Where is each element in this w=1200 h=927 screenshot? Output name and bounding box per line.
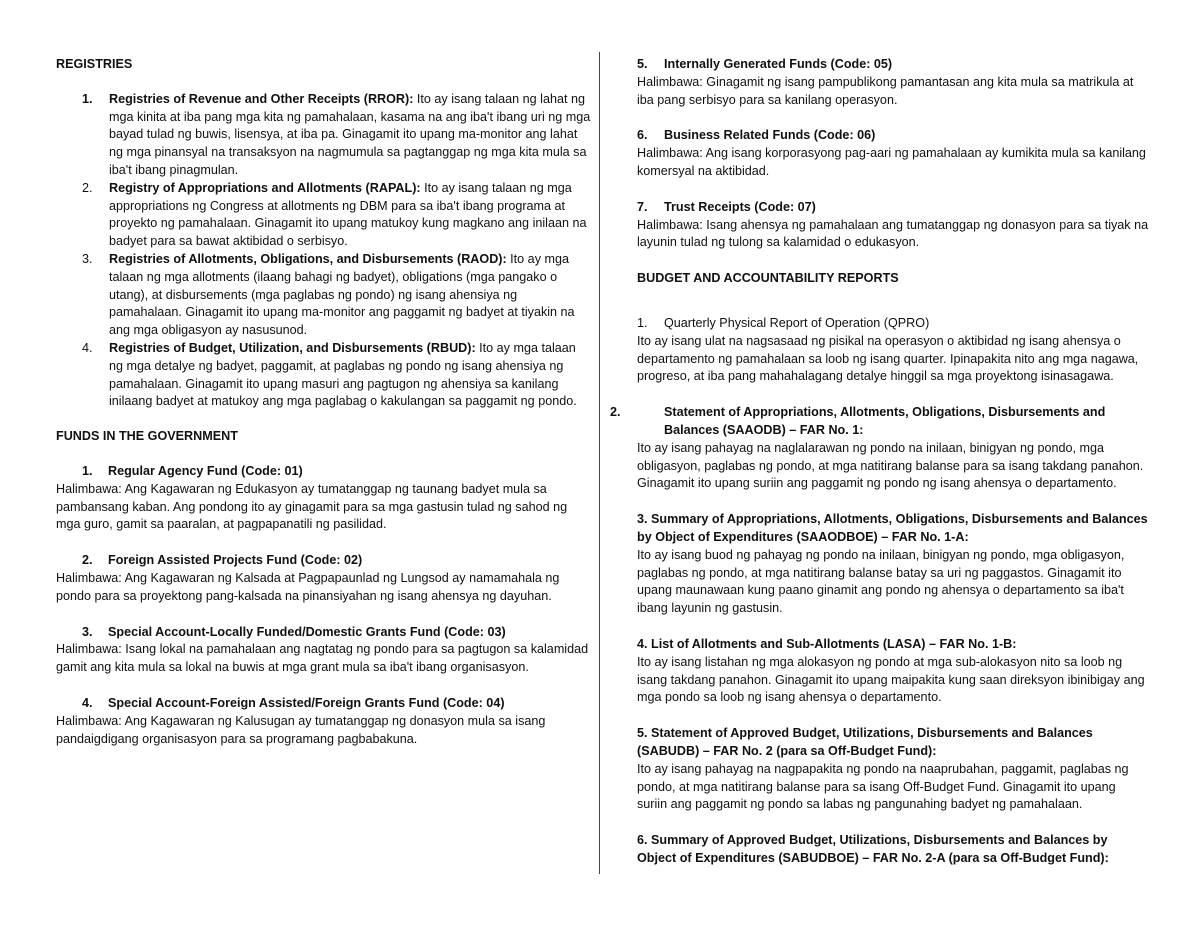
fund-description: Halimbawa: Isang ahensya ng pamahalaan ang tumatanggap ng donasyon para sa tiyak na layunin tulad ng tulong sa kalamidad o edukasyon. bbox=[637, 217, 1149, 250]
report-item bbox=[637, 315, 1149, 386]
fund-title bbox=[637, 200, 816, 214]
report-item bbox=[637, 636, 1149, 707]
item-number: 2. bbox=[610, 405, 621, 420]
report-title-text: Statement of Appropriations, Allotments, Obligations, Disbursements and Balances (SAAODB) – FAR No. 1: bbox=[664, 405, 1106, 437]
right-column bbox=[610, 56, 1149, 868]
column-divider bbox=[599, 52, 600, 874]
item-number: 1. bbox=[82, 463, 93, 478]
report-title bbox=[610, 404, 1149, 440]
fund-title bbox=[56, 552, 591, 570]
registry-description: Ito ay mga talaan ng mga detalye ng badyet, paggamit, at paglabas ng pondo ng isang ahensiya ng pamahalaan. Ginagamit ito upang masuri ang pagtugon ng ahensiya sa kanilang inilaang badyet at matukoy ang mga paglabag o kakulangan sa paggamit ng pondo. bbox=[109, 340, 577, 409]
report-item bbox=[637, 511, 1149, 618]
report-title: 3. Summary of Appropriations, Allotments, Obligations, Disbursements and Balances by Object of Expenditures (SAAODBOE) – FAR No. 1-A: bbox=[637, 512, 1148, 544]
item-number: 3. bbox=[82, 624, 93, 639]
fund-title-text: Special Account-Locally Funded/Domestic Grants Fund (Code: 03) bbox=[108, 624, 506, 639]
item-number: 4. bbox=[82, 695, 93, 710]
fund-title-text: Trust Receipts (Code: 07) bbox=[664, 199, 816, 214]
fund-title bbox=[637, 57, 892, 71]
left-column bbox=[56, 56, 591, 748]
report-description: Ito ay isang pahayag na naglalarawan ng pondo na inilaan, binigyan ng pondo, mga obligasyon, paglabas ng pondo, at mga natitirang balanse para sa isang takdang panahon. Ginagamit ito upang suriin ang paggamit ng pondo ng isang ahensya o departamento. bbox=[637, 440, 1144, 491]
fund-title bbox=[56, 695, 591, 713]
item-number: 3. bbox=[82, 251, 93, 266]
fund-description: Halimbawa: Ginagamit ng isang pampublikong pamantasan ang kita mula sa matrikula at iba pang serbisyo para sa kanilang operasyon. bbox=[637, 74, 1134, 107]
funds-heading: FUNDS IN THE GOVERNMENT bbox=[56, 429, 238, 444]
item-number: 2. bbox=[82, 553, 93, 568]
registry-description: Ito ay mga talaan ng mga allotments (ilaang bahagi ng badyet), obligations (mga pangako o utang), at disbursements (mga paglabas ng pondo) ng isang ahensiya ng pamahalaan. Ginagamit ito upang ma-monitor ang paggamit ng badyet at tiyakin na ang mga obligasyon ay nasusunod. bbox=[109, 251, 575, 338]
item-number: 2. bbox=[82, 180, 93, 195]
fund-description: Halimbawa: Ang isang korporasyong pag-aari ng pamahalaan ay kumikita mula sa kanilang komersyal na aktibidad. bbox=[637, 146, 1146, 178]
fund-title bbox=[56, 463, 591, 481]
registry-description: Ito ay isang talaan ng lahat ng mga kinita at iba pang mga kita ng pamahalaan, kasama na ang iba't ibang uri ng mga bayad tulad ng buwis, lisensya, at iba pa. Ginagamit ito upang ma-monitor ang lahat ng mga pinansyal na transaksyon na nagmumula sa pagtanggap ng mga kita mula sa iba't ibang pinagmulan. bbox=[109, 91, 591, 177]
fund-description: Halimbawa: Ang Kagawaran ng Edukasyon ay tumatanggap ng taunang badyet mula sa pambansang kaban. Ang pondong ito ay ginagamit para sa mga gastusin tulad ng sahod ng mga guro, gamit sa paaralan, at pagpapanatili ng pasilidad. bbox=[56, 481, 568, 532]
list-item bbox=[56, 91, 591, 180]
item-number: 1. bbox=[82, 91, 93, 106]
fund-item bbox=[637, 127, 1149, 180]
item-number: 4. bbox=[82, 340, 93, 355]
fund-title-text: Regular Agency Fund (Code: 01) bbox=[108, 463, 303, 478]
report-title-text: Quarterly Physical Report of Operation (QPRO) bbox=[664, 315, 930, 330]
item-number: 7. bbox=[637, 199, 648, 214]
fund-item bbox=[56, 552, 591, 605]
report-title: 6. Summary of Approved Budget, Utilizations, Disbursements and Balances by Object of Expenditures (SABUDBOE) – FAR No. 2-A (para sa Off-Budget Fund): bbox=[637, 833, 1109, 865]
registry-title: Registries of Allotments, Obligations, and Disbursements (RAOD): bbox=[109, 251, 507, 266]
fund-item bbox=[56, 624, 591, 677]
title-separator: : bbox=[409, 91, 414, 106]
registries-list bbox=[56, 91, 591, 411]
fund-title-text: Special Account-Foreign Assisted/Foreign Grants Fund (Code: 04) bbox=[108, 695, 505, 710]
report-description: Ito ay isang buod ng pahayag ng pondo na inilaan, binigyan ng pondo, mga obligasyon, paglabas ng pondo, at mga natitirang balanse batay sa uri ng paggastos. Ginagamit ito upang maunawaan kung paano ginamit ang pondo ng ahensya o departamento sa iba't ibang layunin ng gastusin. bbox=[637, 547, 1125, 616]
reports-heading: BUDGET AND ACCOUNTABILITY REPORTS bbox=[637, 271, 899, 286]
fund-item bbox=[56, 695, 591, 748]
fund-item bbox=[637, 56, 1149, 109]
fund-title-text: Business Related Funds (Code: 06) bbox=[664, 128, 876, 143]
list-item bbox=[56, 340, 591, 411]
title-separator: : bbox=[471, 340, 476, 355]
registry-title: Registry of Appropriations and Allotments (RAPAL): bbox=[109, 180, 421, 195]
registry-description: Ito ay isang talaan ng mga appropriations ng Congress at allotments ng DBM para sa iba't ibang programa at proyekto ng pamahalaan. Ginagamit ito upang matukoy kung magkano ang inilaan na badyet para sa bawat aktibidad o serbisyo. bbox=[109, 180, 587, 249]
fund-description: Halimbawa: Isang lokal na pamahalaan ang nagtatag ng pondo para sa pagtugon sa kalamidad gamit ang kita mula sa lokal na buwis at mga grant mula sa iba't ibang organisasyon. bbox=[56, 642, 589, 675]
list-item bbox=[56, 180, 591, 251]
fund-title bbox=[637, 128, 875, 142]
report-item bbox=[610, 404, 1149, 493]
registry-title: Registries of Budget, Utilization, and Disbursements (RBUD) bbox=[109, 340, 472, 355]
fund-title bbox=[56, 624, 591, 642]
fund-description: Halimbawa: Ang Kagawaran ng Kalsada at Pagpapaunlad ng Lungsod ay namamahala ng pondo para sa proyektong pang-kalsada na pinansiyahan ng isang ahensya ng dayuhan. bbox=[56, 570, 560, 603]
fund-item bbox=[56, 463, 591, 534]
report-description: Ito ay isang ulat na nagsasaad ng pisikal na operasyon o aktibidad ng isang ahensya o departamento ng pamahalaan sa loob ng isang quarter. Ipinapakita nito ang mga nagawa, progreso, at iba pang mahahalagang detalye hinggil sa mga proyektong isinasagawa. bbox=[637, 333, 1139, 384]
fund-title-text: Internally Generated Funds (Code: 05) bbox=[664, 57, 893, 71]
registry-title: Registries of Revenue and Other Receipts (RROR) bbox=[109, 91, 410, 106]
list-item bbox=[56, 251, 591, 340]
report-item bbox=[637, 832, 1149, 868]
report-title bbox=[637, 316, 929, 330]
item-number: 1. bbox=[637, 315, 648, 330]
fund-description: Halimbawa: Ang Kagawaran ng Kalusugan ay tumatanggap ng donasyon mula sa isang pandaigdigang organisasyon para sa programang pagbabakuna. bbox=[56, 713, 546, 746]
item-number: 6. bbox=[637, 128, 648, 143]
fund-title-text: Foreign Assisted Projects Fund (Code: 02) bbox=[108, 553, 363, 568]
report-description: Ito ay isang listahan ng mga alokasyon ng pondo at mga sub-alokasyon nito sa loob ng isang takdang panahon. Ginagamit ito upang maipakita kung saan direksyon ibinibigay ang mga pondo sa loob ng isang ahensya o departamento. bbox=[637, 654, 1145, 705]
report-item bbox=[637, 725, 1149, 814]
report-title: 5. Statement of Approved Budget, Utilizations, Disbursements and Balances (SABUDB) – FAR No. 2 (para sa Off-Budget Fund): bbox=[637, 726, 1093, 758]
item-number: 5. bbox=[637, 57, 648, 71]
fund-item bbox=[637, 199, 1149, 252]
report-title: 4. List of Allotments and Sub-Allotments (LASA) – FAR No. 1-B: bbox=[637, 636, 1017, 651]
report-description: Ito ay isang pahayag na nagpapakita ng pondo na naaprubahan, paggamit, paglabas ng pondo, at mga natitirang balanse para sa isang Off-Budget Fund. Ginagamit ito upang suriin ang paggamit ng pondo sa labas ng pangunahing badyet ng pamahalaan. bbox=[637, 761, 1129, 812]
registries-heading: REGISTRIES bbox=[56, 57, 133, 71]
